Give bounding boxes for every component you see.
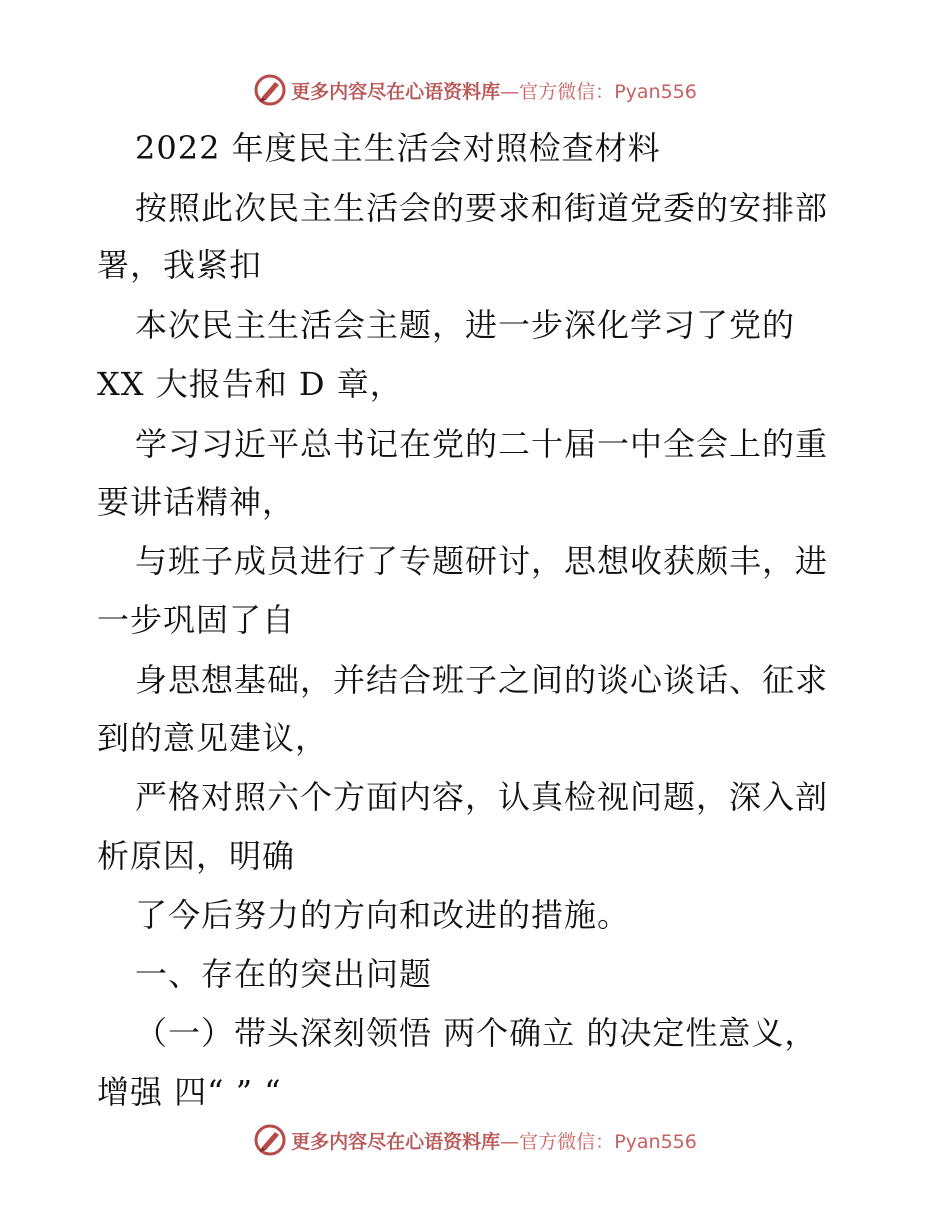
banner-contact-label: 官方微信： xyxy=(519,1130,615,1153)
banner-dash: — xyxy=(500,1130,520,1153)
paragraph-line: 身思想基础，并结合班子之间的谈心谈话、征求 xyxy=(135,661,829,699)
section-heading: 一、存在的突出问题 xyxy=(135,955,433,993)
logo-pen-icon xyxy=(253,1123,287,1157)
banner-text xyxy=(291,77,697,104)
paragraph-line: 析原因，明确 xyxy=(97,837,296,875)
paragraph-line: 了今后努力的方向和改进的措施。 xyxy=(135,896,631,934)
banner-site-name: 更多内容尽在心语资料库 xyxy=(291,1130,501,1153)
paragraph-line: 一步巩固了自 xyxy=(97,601,296,639)
banner-text xyxy=(291,1127,697,1154)
subsection-heading: （一）带头深刻领悟 两个确立 的决定性意义， xyxy=(135,1014,818,1052)
banner-contact-id: Pyan556 xyxy=(614,1130,697,1153)
document-title: 2022 年度民主生活会对照检查材料 xyxy=(135,129,661,167)
paragraph-line: 与班子成员进行了专题研讨，思想收获颇丰，进 xyxy=(135,542,829,580)
logo-pen-icon xyxy=(253,73,287,107)
paragraph-line: XX 大报告和 D 章， xyxy=(97,365,403,403)
banner-site-name: 更多内容尽在心语资料库 xyxy=(291,80,501,103)
header-watermark-banner xyxy=(0,70,950,110)
banner-contact-label: 官方微信： xyxy=(519,80,615,103)
paragraph-line: 学习习近平总书记在党的二十届一中全会上的重 xyxy=(135,425,829,463)
footer-watermark-banner xyxy=(0,1120,950,1160)
paragraph-line: 本次民主生活会主题，进一步深化学习了党的 xyxy=(135,306,796,344)
paragraph-line: 严格对照六个方面内容，认真检视问题，深入剖 xyxy=(135,778,829,816)
paragraph-line: 署，我紧扣 xyxy=(97,246,263,284)
paragraph-line: 按照此次民主生活会的要求和街道党委的安排部 xyxy=(135,189,829,227)
banner-contact-id: Pyan556 xyxy=(614,80,697,103)
paragraph-line: 要讲话精神， xyxy=(97,483,296,521)
banner-dash: — xyxy=(500,80,520,103)
paragraph-line: 增强 四“ ” “ xyxy=(97,1073,282,1111)
paragraph-line: 到的意见建议， xyxy=(97,719,329,757)
